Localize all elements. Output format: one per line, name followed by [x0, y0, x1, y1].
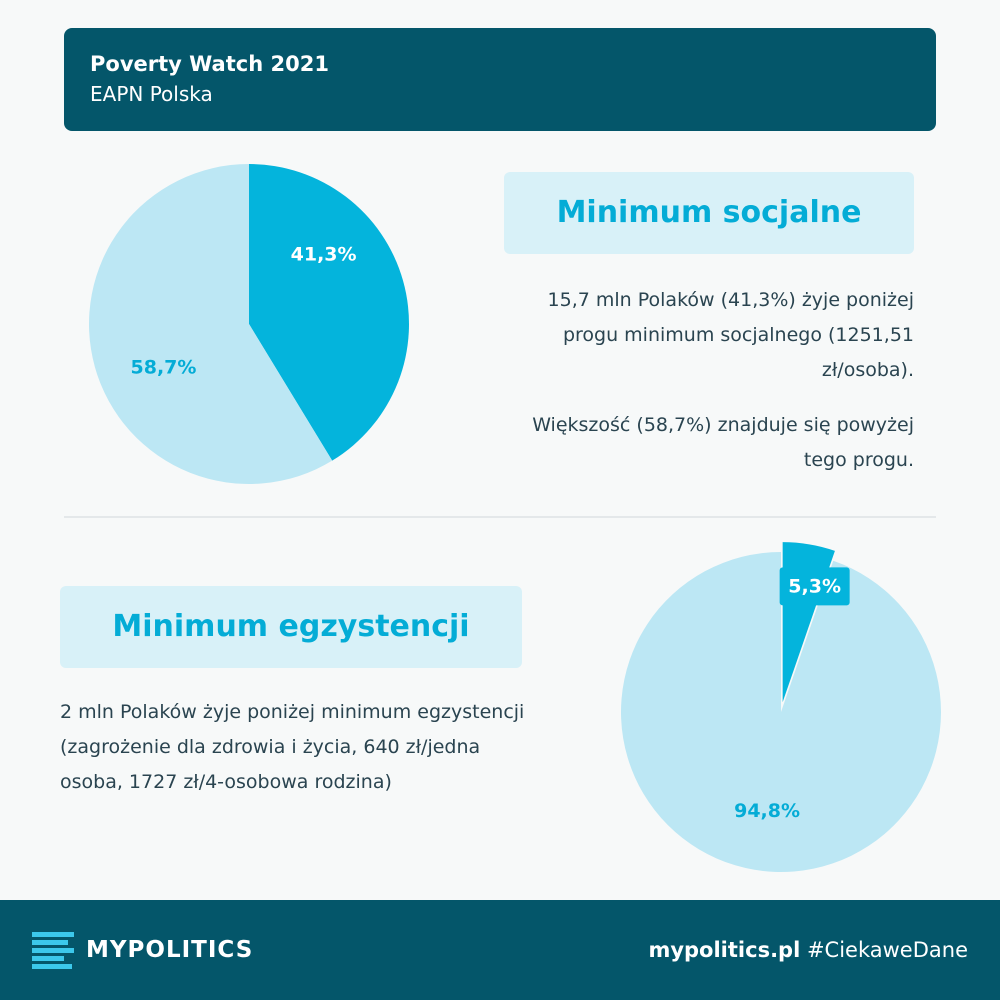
paragraph-socjalne-above: Większość (58,7%) znajduje się powyżej tego progu. — [532, 414, 914, 471]
paragraph-socjalne-below: 15,7 mln Polaków (41,3%) żyje poniżej progu minimum socjalnego (1251,51 zł/osoba). — [547, 289, 914, 381]
mypolitics-logo-icon — [32, 932, 74, 970]
site-link[interactable]: mypolitics.pl — [648, 938, 801, 962]
pie-chart-minimum-egzystencji — [620, 551, 942, 873]
pie-chart-svg — [620, 551, 942, 873]
footer-credit — [648, 933, 968, 967]
header-banner — [64, 28, 936, 131]
pie-chart-svg — [88, 163, 410, 485]
footer-bar — [0, 900, 1000, 1000]
slice-label: 94,8% — [734, 800, 801, 823]
pie-chart-minimum-socjalne — [88, 163, 410, 485]
header-title: Poverty Watch 2021 — [90, 52, 329, 76]
brand-name: MYPOLITICS — [86, 937, 254, 963]
slice-label: 41,3% — [290, 243, 357, 266]
slice-label: 5,3% — [788, 575, 841, 598]
paragraph-egzystencji: 2 mln Polaków żyje poniżej minimum egzystencji (zagrożenie dla zdrowia i życia, 640 zł/jedna osoba, 1727 zł/4-osobowa rodzina) — [60, 701, 525, 793]
hashtag: #CiekaweDane — [800, 938, 968, 962]
heading-minimum-egzystencji: Minimum egzystencji — [60, 586, 522, 668]
section-divider — [64, 516, 936, 518]
header-subtitle: EAPN Polska — [90, 82, 213, 106]
heading-minimum-socjalne: Minimum socjalne — [504, 172, 914, 254]
slice-label: 58,7% — [130, 356, 197, 379]
